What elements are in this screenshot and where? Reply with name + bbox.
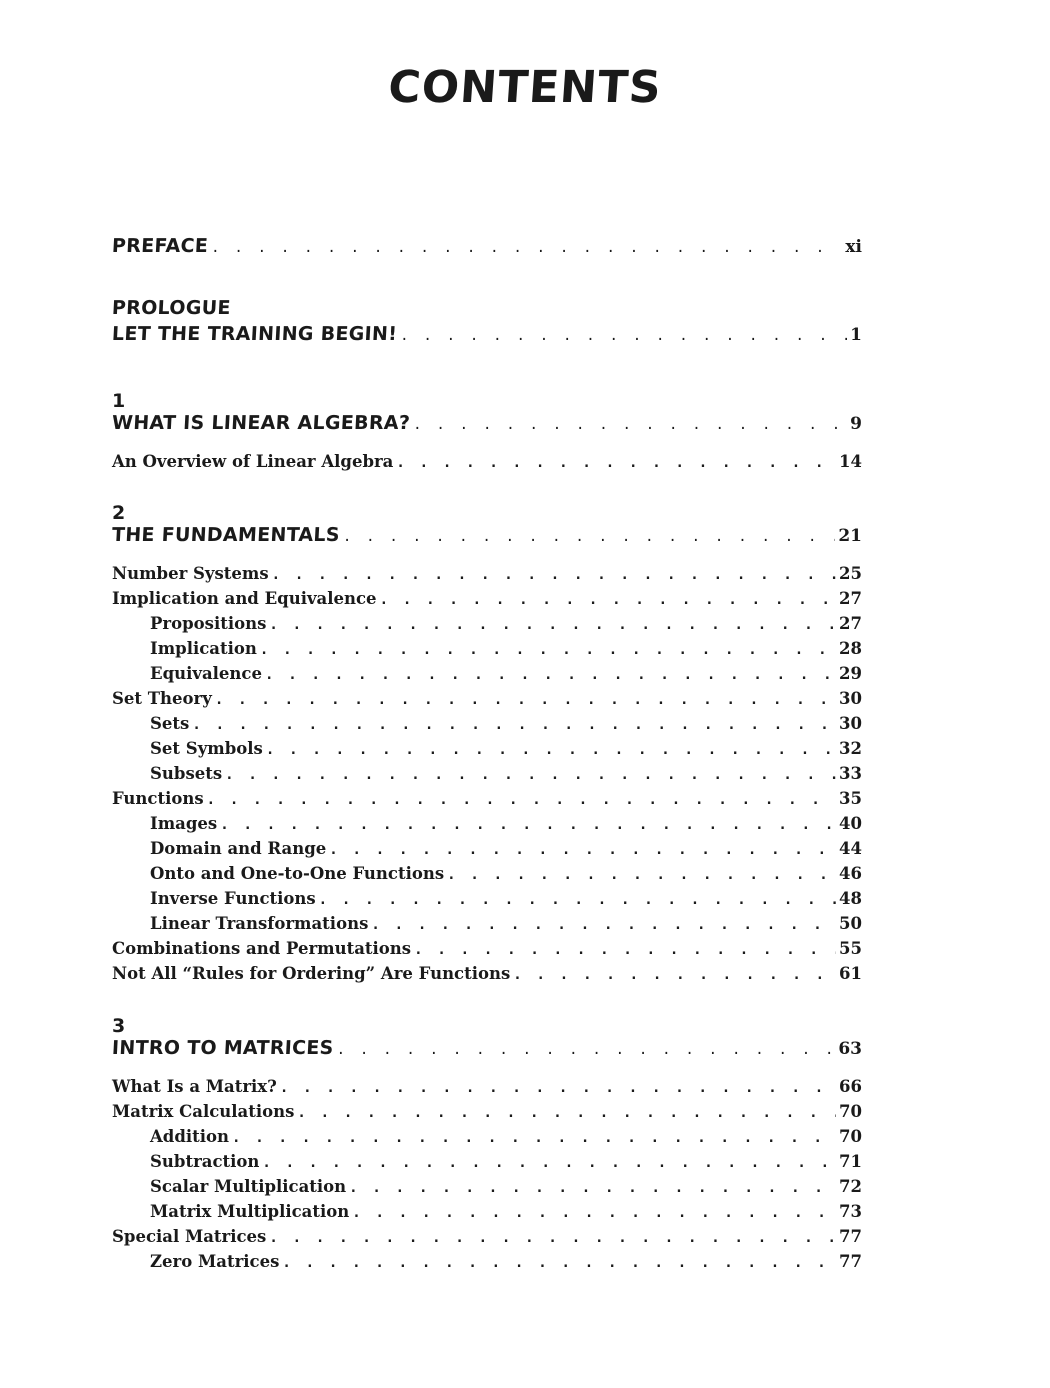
toc-entry[interactable] bbox=[150, 814, 862, 833]
toc-label: Domain and Range bbox=[150, 839, 327, 858]
toc-page-number: 14 bbox=[839, 452, 862, 471]
toc-entry-prologue[interactable] bbox=[112, 323, 862, 345]
toc-page-number: 40 bbox=[839, 814, 862, 833]
toc-page-number: 72 bbox=[839, 1177, 862, 1196]
toc-label: WHAT IS LINEAR ALGEBRA? bbox=[111, 412, 411, 434]
toc-entry[interactable] bbox=[150, 714, 862, 733]
toc-entry[interactable] bbox=[112, 1227, 862, 1246]
toc-entry-preface[interactable] bbox=[112, 235, 862, 257]
toc-label: Subtraction bbox=[150, 1152, 260, 1171]
toc-page-number: 70 bbox=[839, 1127, 862, 1146]
toc-label: Number Systems bbox=[112, 564, 269, 583]
prologue-heading: PROLOGUE bbox=[111, 297, 232, 319]
toc-page-number: xi bbox=[845, 237, 862, 257]
toc-label: Equivalence bbox=[150, 664, 262, 683]
leader-dots bbox=[211, 240, 842, 256]
leader-dots bbox=[413, 417, 847, 433]
toc-label: PREFACE bbox=[111, 235, 209, 257]
toc-label: Propositions bbox=[150, 614, 267, 633]
leader-dots bbox=[513, 967, 836, 983]
toc-entry[interactable] bbox=[112, 564, 862, 583]
toc-page-number: 61 bbox=[839, 964, 862, 983]
leader-dots bbox=[280, 1080, 836, 1096]
chapter-number: 1 bbox=[112, 390, 126, 412]
toc-entry-chapter-1[interactable] bbox=[112, 412, 862, 434]
toc-label: Set Symbols bbox=[150, 739, 263, 758]
toc-page-number: 77 bbox=[839, 1252, 862, 1271]
leader-dots bbox=[220, 817, 836, 833]
toc-label: Zero Matrices bbox=[150, 1252, 280, 1271]
leader-dots bbox=[371, 917, 836, 933]
toc-label: Matrix Calculations bbox=[112, 1102, 295, 1121]
toc-page-number: 25 bbox=[839, 564, 862, 583]
toc-page-number: 66 bbox=[839, 1077, 862, 1096]
toc-label: Combinations and Permutations bbox=[112, 939, 412, 958]
toc-page-number: 44 bbox=[839, 839, 862, 858]
toc-page-number: 29 bbox=[839, 664, 862, 683]
toc-page-number: 27 bbox=[839, 589, 862, 608]
leader-dots bbox=[269, 617, 836, 633]
toc-page-number: 77 bbox=[839, 1227, 862, 1246]
toc-entry[interactable] bbox=[150, 864, 862, 883]
leader-dots bbox=[192, 717, 836, 733]
page-title: CONTENTS bbox=[386, 62, 664, 113]
toc-entry[interactable] bbox=[112, 789, 862, 808]
toc-label: Functions bbox=[112, 789, 204, 808]
toc-label: Special Matrices bbox=[112, 1227, 267, 1246]
toc-entry[interactable] bbox=[150, 664, 862, 683]
toc-entry[interactable] bbox=[150, 839, 862, 858]
toc-label: Images bbox=[150, 814, 218, 833]
toc-page-number: 21 bbox=[838, 526, 862, 546]
toc-label: Not All “Rules for Ordering” Are Functions bbox=[112, 964, 511, 983]
toc-entry[interactable] bbox=[150, 1177, 862, 1196]
leader-dots bbox=[215, 692, 836, 708]
toc-page-number: 27 bbox=[839, 614, 862, 633]
leader-dots bbox=[260, 642, 836, 658]
toc-page-number: 73 bbox=[839, 1202, 862, 1221]
toc-page-number: 55 bbox=[839, 939, 862, 958]
toc-label: Addition bbox=[150, 1127, 230, 1146]
leader-dots bbox=[414, 942, 836, 958]
toc-label: THE FUNDAMENTALS bbox=[111, 524, 341, 546]
toc-entry[interactable] bbox=[112, 689, 862, 708]
toc-page-number: 63 bbox=[838, 1039, 862, 1059]
toc-page-number: 71 bbox=[839, 1152, 862, 1171]
toc-label: Sets bbox=[150, 714, 190, 733]
toc-entry[interactable] bbox=[112, 939, 862, 958]
toc-entry[interactable] bbox=[112, 589, 862, 608]
toc-entry[interactable] bbox=[150, 889, 862, 908]
toc-label: Matrix Multiplication bbox=[150, 1202, 350, 1221]
toc-label: LET THE TRAINING BEGIN! bbox=[111, 323, 398, 345]
toc-page-number: 70 bbox=[839, 1102, 862, 1121]
toc-page-number: 48 bbox=[839, 889, 862, 908]
leader-dots bbox=[297, 1105, 836, 1121]
toc-label: Inverse Functions bbox=[150, 889, 316, 908]
leader-dots bbox=[207, 792, 836, 808]
leader-dots bbox=[262, 1155, 836, 1171]
toc-entry[interactable] bbox=[112, 964, 862, 983]
toc-page-number: 30 bbox=[839, 689, 862, 708]
leader-dots bbox=[380, 592, 836, 608]
leader-dots bbox=[265, 667, 836, 683]
leader-dots bbox=[225, 767, 836, 783]
toc-entry[interactable] bbox=[150, 739, 862, 758]
toc-entry[interactable] bbox=[150, 1152, 862, 1171]
toc-entry[interactable] bbox=[112, 1102, 862, 1121]
toc-entry[interactable] bbox=[112, 1077, 862, 1096]
toc-entry[interactable] bbox=[150, 914, 862, 933]
toc-label: What Is a Matrix? bbox=[112, 1077, 277, 1096]
toc-page-number: 1 bbox=[850, 325, 862, 345]
toc-label: Subsets bbox=[150, 764, 223, 783]
leader-dots bbox=[352, 1205, 836, 1221]
leader-dots bbox=[282, 1255, 836, 1271]
toc-page-number: 50 bbox=[839, 914, 862, 933]
leader-dots bbox=[400, 328, 847, 344]
leader-dots bbox=[447, 867, 836, 883]
leader-dots bbox=[343, 529, 836, 545]
toc-page-number: 28 bbox=[839, 639, 862, 658]
chapter-number: 2 bbox=[112, 502, 126, 524]
toc-entry[interactable] bbox=[150, 1252, 862, 1271]
leader-dots bbox=[329, 842, 836, 858]
toc-entry[interactable] bbox=[150, 639, 862, 658]
toc-entry[interactable] bbox=[150, 764, 862, 783]
toc-entry-chapter-2[interactable] bbox=[112, 524, 862, 546]
toc-entry[interactable] bbox=[150, 1127, 862, 1146]
toc-page-number: 33 bbox=[839, 764, 862, 783]
leader-dots bbox=[232, 1130, 836, 1146]
leader-dots bbox=[272, 567, 836, 583]
toc-page-number: 30 bbox=[839, 714, 862, 733]
toc-label: Linear Transformations bbox=[150, 914, 369, 933]
chapter-number: 3 bbox=[112, 1015, 126, 1037]
toc-label: Implication and Equivalence bbox=[112, 589, 377, 608]
toc-label: Onto and One-to-One Functions bbox=[150, 864, 445, 883]
leader-dots bbox=[269, 1230, 836, 1246]
toc-page-number: 32 bbox=[839, 739, 862, 758]
toc-page-number: 35 bbox=[839, 789, 862, 808]
leader-dots bbox=[337, 1042, 836, 1058]
leader-dots bbox=[319, 892, 836, 908]
toc-page-number: 9 bbox=[850, 414, 862, 434]
toc-entry[interactable] bbox=[150, 1202, 862, 1221]
toc-label: INTRO TO MATRICES bbox=[111, 1037, 335, 1059]
leader-dots bbox=[266, 742, 836, 758]
toc-entry[interactable] bbox=[112, 452, 862, 471]
toc-label: Set Theory bbox=[112, 689, 212, 708]
toc-label: Scalar Multiplication bbox=[150, 1177, 347, 1196]
toc-entry-chapter-3[interactable] bbox=[112, 1037, 862, 1059]
leader-dots bbox=[349, 1180, 836, 1196]
toc-entry[interactable] bbox=[150, 614, 862, 633]
leader-dots bbox=[396, 455, 836, 471]
toc-label: An Overview of Linear Algebra bbox=[112, 452, 394, 471]
toc-label: Implication bbox=[150, 639, 257, 658]
toc-page-number: 46 bbox=[839, 864, 862, 883]
